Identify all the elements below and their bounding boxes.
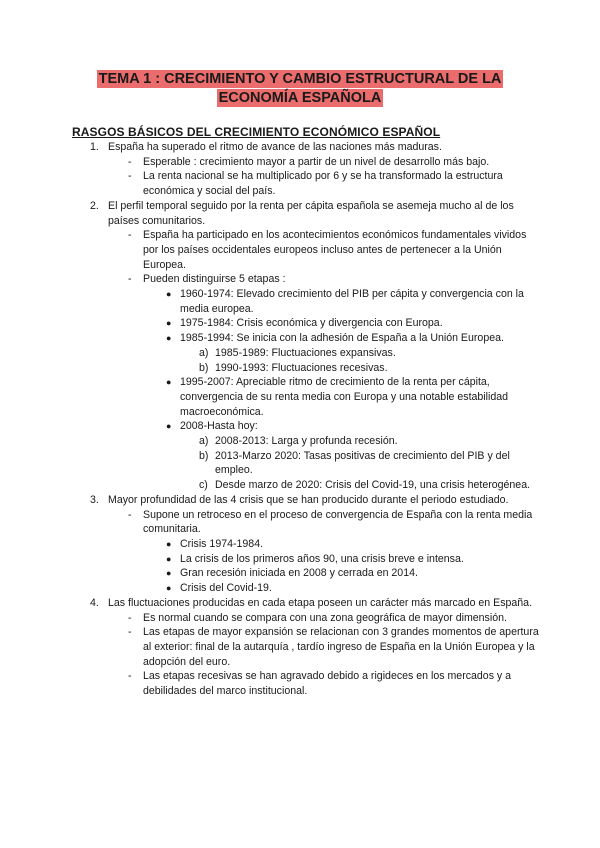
list-text: Las fluctuaciones producidas en cada etapa poseen un carácter más marcado en España. (108, 596, 533, 609)
bullet-item (0, 566, 600, 581)
list-text: Esperable : crecimiento mayor a partir de un nivel de desarrollo más bajo. (143, 155, 490, 168)
list-marker: - (128, 626, 132, 639)
bullet-icon: ● (166, 377, 172, 388)
list-text: 2013-Marzo 2020: Tasas positivas de crecimiento del PIB y del empleo. (215, 449, 510, 477)
bullet-item (0, 287, 600, 316)
list-marker: a) (199, 346, 209, 359)
bullet-icon: ● (166, 289, 172, 300)
lettered-item (0, 361, 600, 376)
list-text: 1995-2007: Apreciable ritmo de crecimiento de la renta per cápita, convergencia de su renta media con Europa y una notable estabilidad macroeconómica. (180, 376, 509, 418)
list-text: La crisis de los primeros años 90, una crisis breve e intensa. (180, 552, 464, 565)
numbered-item-4 (0, 596, 600, 611)
list-marker: 4. (90, 596, 99, 609)
section-heading: RASGOS BÁSICOS DEL CRECIMIENTO ECONÓMICO ESPAÑOL (72, 125, 441, 139)
bullet-item (0, 581, 600, 596)
list-text: 2008-Hasta hoy: (180, 420, 258, 433)
dash-item (0, 625, 600, 669)
list-text: Es normal cuando se compara con una zona geográfica de mayor dimensión. (143, 611, 507, 624)
list-text: 1990-1993: Fluctuaciones recesivas. (215, 361, 388, 374)
dash-item (0, 611, 600, 626)
list-text: 1985-1994: Se inicia con la adhesión de España a la Unión Europea. (180, 332, 504, 345)
list-marker: - (128, 670, 132, 683)
dash-item (0, 669, 600, 698)
bullet-item (0, 552, 600, 567)
list-marker: - (128, 155, 132, 168)
list-marker: - (128, 508, 132, 521)
bullet-icon: ● (166, 421, 172, 432)
title-line-1: TEMA 1 : CRECIMIENTO Y CAMBIO ESTRUCTURAL DE LA (98, 71, 502, 87)
lettered-item (0, 478, 600, 493)
dash-item (0, 508, 600, 537)
list-text: 1975-1984: Crisis económica y divergencia con Europa. (180, 317, 443, 330)
list-text: 1960-1974: Elevado crecimiento del PIB per cápita y convergencia con la media europea. (180, 288, 524, 315)
list-marker: b) (199, 449, 209, 462)
dash-item (0, 169, 600, 198)
list-marker: 1. (90, 141, 99, 153)
dash-item (0, 228, 600, 272)
bullet-item (0, 331, 600, 346)
list-text: 1985-1989: Fluctuaciones expansivas. (215, 346, 396, 359)
list-marker: - (128, 611, 132, 624)
numbered-item-2 (0, 199, 600, 228)
bullet-icon: ● (166, 583, 172, 594)
dash-item (0, 155, 600, 170)
list-marker: 2. (90, 199, 99, 212)
numbered-item-3 (0, 493, 600, 508)
list-text: Pueden distinguirse 5 etapas : (143, 273, 286, 286)
content-list (0, 140, 600, 699)
bullet-item (0, 419, 600, 434)
list-text: Las etapas recesivas se han agravado debido a rigideces en los mercados y a debilidades del marco institucional. (143, 670, 512, 698)
list-marker: b) (199, 361, 209, 374)
bullet-icon: ● (166, 538, 172, 549)
list-marker: - (128, 170, 132, 183)
list-text: El perfil temporal seguido por la renta per cápita española se asemeja mucho al de los países comunitarios. (108, 199, 514, 227)
bullet-item (0, 316, 600, 331)
title-line-2: ECONOMÍA ESPAÑOLA (218, 90, 382, 106)
list-marker: - (128, 229, 132, 242)
list-text: Crisis 1974-1984. (180, 537, 264, 550)
lettered-item (0, 346, 600, 361)
bullet-item (0, 375, 600, 419)
document-title (0, 70, 600, 108)
list-text: Mayor profundidad de las 4 crisis que se han producido durante el periodo estudiado. (108, 493, 509, 506)
list-text: Las etapas de mayor expansión se relacionan con 3 grandes momentos de apertura al exterior: final de la autarquía , tardío ingreso de España en la Unión Europea y la adopción del euro. (143, 626, 539, 668)
numbered-item-1 (0, 140, 600, 155)
dash-item (0, 272, 600, 287)
list-text: Gran recesión iniciada en 2008 y cerrada en 2014. (180, 567, 418, 580)
bullet-icon: ● (166, 568, 172, 579)
bullet-icon: ● (166, 333, 172, 344)
lettered-item (0, 434, 600, 449)
list-text: Desde marzo de 2020: Crisis del Covid-19, una crisis heterogénea. (215, 479, 531, 492)
bullet-icon: ● (166, 553, 172, 564)
list-marker: - (128, 273, 132, 286)
list-marker: a) (199, 435, 209, 448)
lettered-item (0, 449, 600, 478)
bullet-item (0, 537, 600, 552)
list-marker: 3. (90, 493, 99, 506)
list-text: España ha superado el ritmo de avance de las naciones más maduras. (108, 141, 442, 153)
list-text: Supone un retroceso en el proceso de convergencia de España con la renta media comunitaria. (143, 508, 533, 536)
list-text: 2008-2013: Larga y profunda recesión. (215, 435, 398, 448)
bullet-icon: ● (166, 318, 172, 329)
list-marker: c) (199, 479, 208, 492)
list-text: Crisis del Covid-19. (180, 582, 272, 595)
list-text: La renta nacional se ha multiplicado por 6 y se ha transformado la estructura económica y social del país. (143, 170, 503, 198)
list-text: España ha participado en los acontecimientos económicos fundamentales vividos por los países occidentales europeos incluso antes de pertenecer a la Unión Europea. (143, 229, 527, 271)
